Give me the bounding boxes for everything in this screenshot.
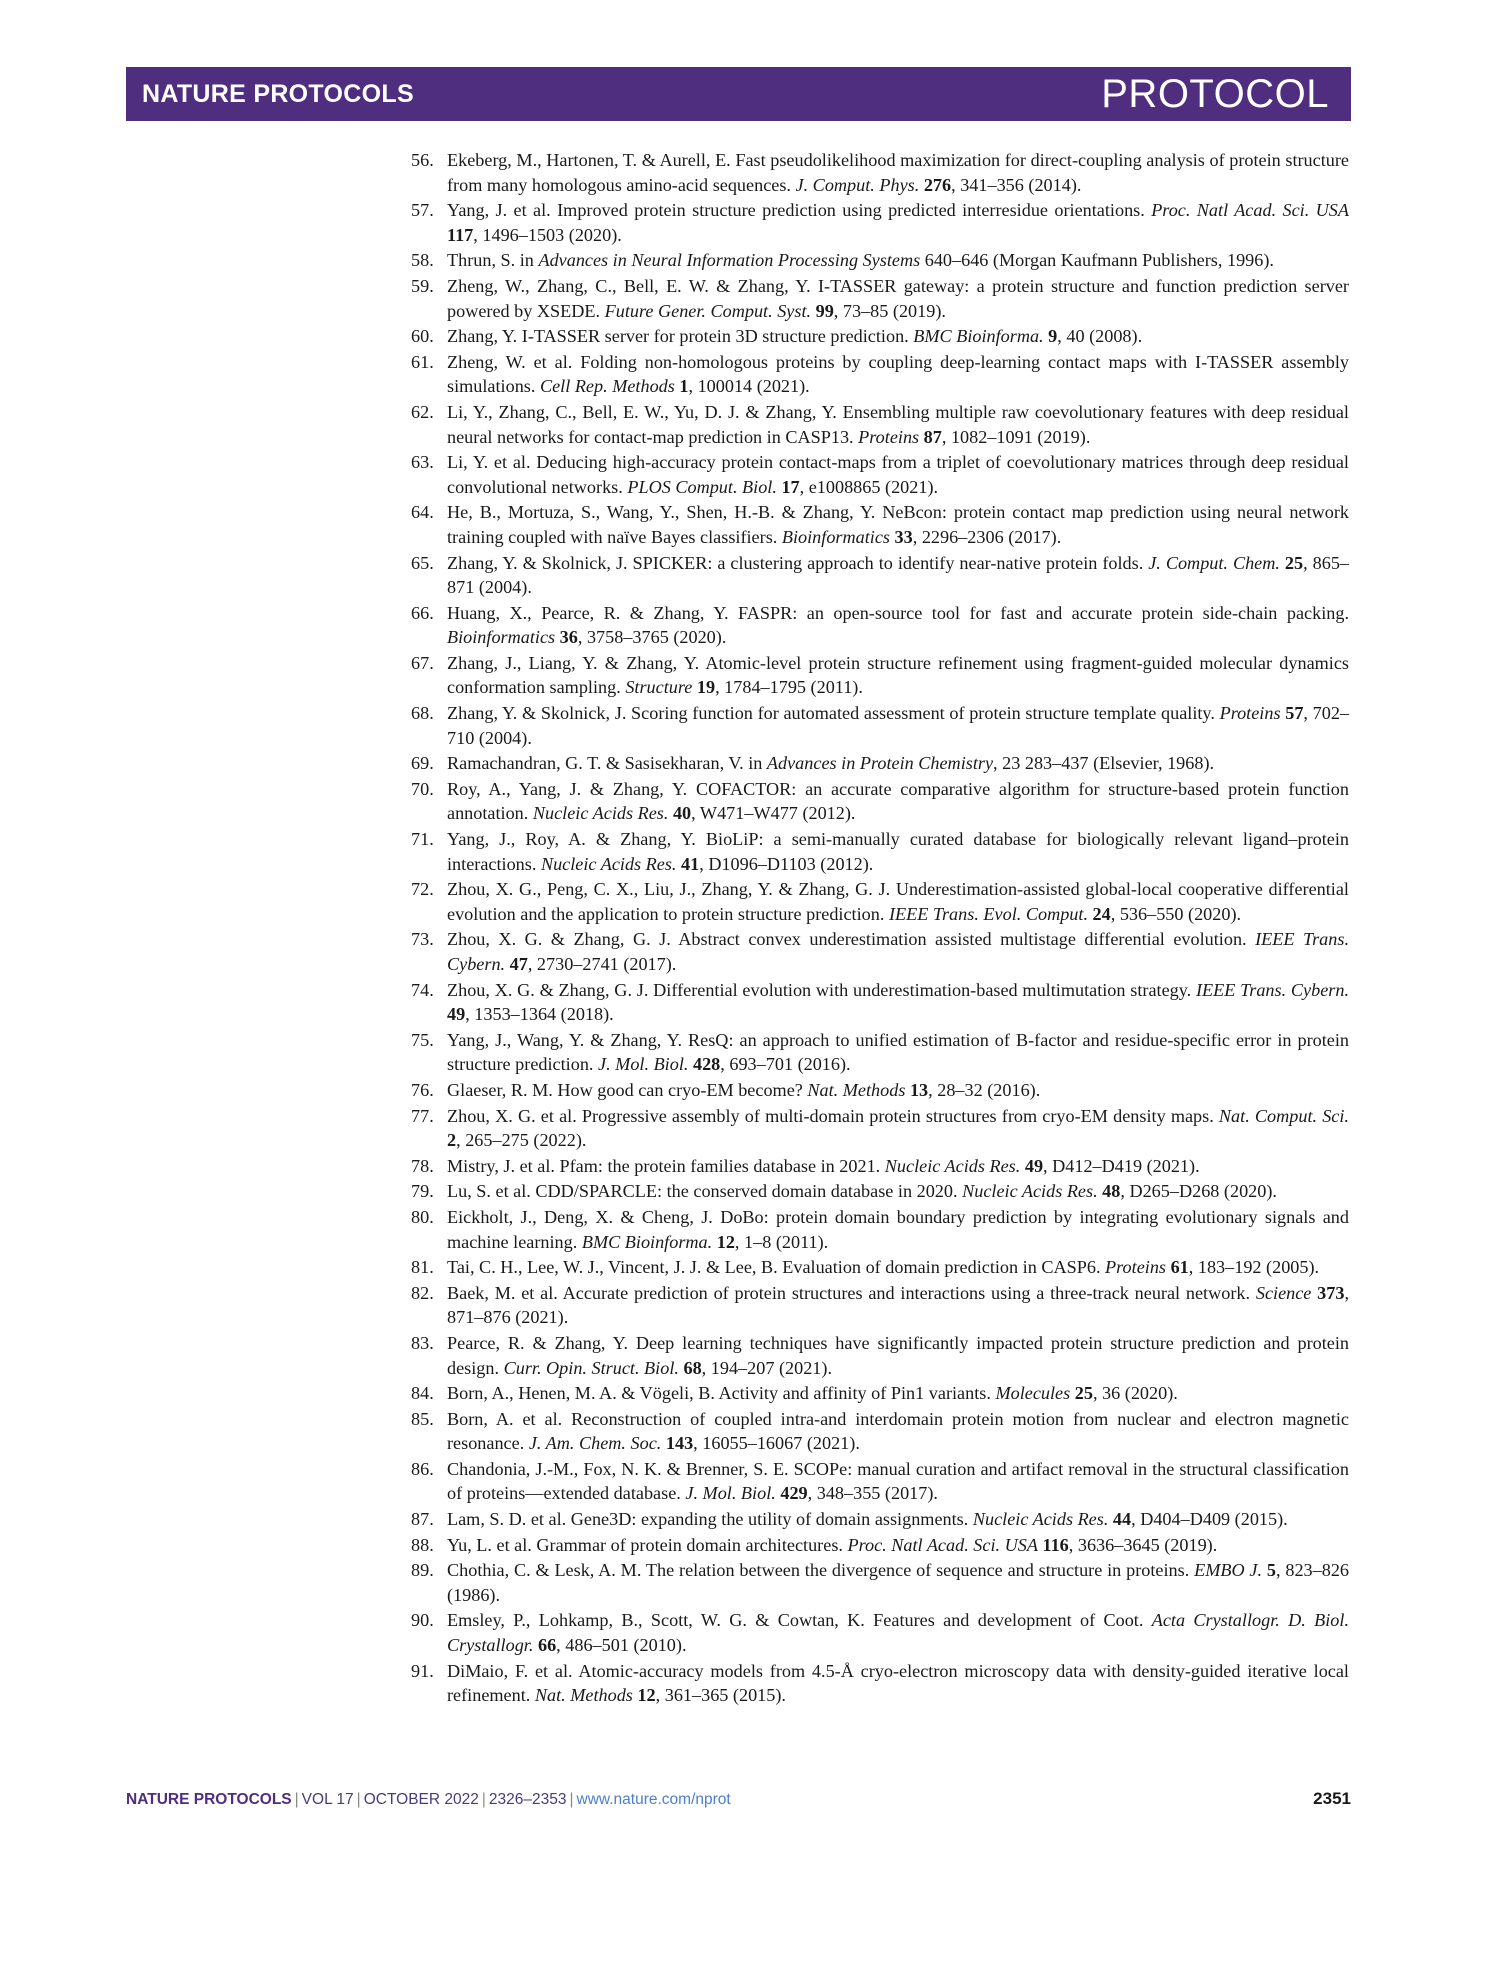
reference-number: 67.	[411, 652, 434, 673]
reference-volume: 429	[780, 1483, 808, 1504]
reference-number: 66.	[411, 602, 434, 623]
reference-volume: 5	[1266, 1560, 1276, 1581]
reference-text: , 23 283–437 (Elsevier, 1968).	[993, 753, 1215, 774]
reference-item	[411, 1381, 1349, 1406]
journal-name: NATURE PROTOCOLS	[142, 79, 414, 108]
reference-text: Lu, S. et al. CDD/SPARCLE: the conserved domain database in 2020.	[447, 1181, 963, 1202]
footer-volume: VOL 17	[301, 1791, 354, 1808]
reference-text: Lam, S. D. et al. Gene3D: expanding the utility of domain assignments.	[447, 1509, 973, 1530]
reference-journal: Advances in Neural Information Processing Systems	[538, 250, 921, 271]
reference-item	[411, 400, 1349, 449]
reference-journal: J. Mol. Biol.	[685, 1483, 776, 1504]
article-type-label: PROTOCOL	[1101, 71, 1329, 116]
reference-volume: 1	[679, 376, 689, 397]
reference-number: 81.	[411, 1257, 434, 1278]
reference-volume: 44	[1112, 1509, 1132, 1530]
reference-journal: BMC Bioinforma.	[581, 1231, 713, 1252]
reference-volume: 87	[923, 426, 942, 447]
reference-number: 77.	[411, 1105, 434, 1126]
reference-journal: Molecules	[995, 1383, 1071, 1404]
reference-text: , 194–207 (2021).	[701, 1357, 832, 1378]
reference-number: 60.	[411, 326, 434, 347]
reference-volume: 2	[447, 1130, 457, 1151]
reference-volume: 47	[509, 954, 528, 974]
reference-text: , 341–356 (2014).	[951, 174, 1082, 195]
reference-journal: Nucleic Acids Res.	[540, 853, 677, 874]
reference-volume: 68	[683, 1357, 702, 1378]
footer-journal: NATURE PROTOCOLS	[126, 1791, 292, 1808]
reference-volume: 17	[781, 476, 800, 497]
reference-item	[411, 1281, 1349, 1330]
reference-item	[411, 601, 1349, 650]
reference-text: , D265–D268 (2020).	[1120, 1181, 1277, 1202]
reference-item	[411, 1078, 1349, 1103]
reference-text: Emsley, P., Lohkamp, B., Scott, W. G. & Cowtan, K. Features and development of Coot.	[447, 1610, 1152, 1631]
reference-item	[411, 751, 1349, 776]
reference-text: DiMaio, F. et al. Atomic-accuracy models from 4.5-Å cryo-electron microscopy data with density-guided iterative local refinement.	[447, 1660, 1349, 1706]
reference-text: , e1008865 (2021).	[799, 476, 939, 497]
reference-number: 82.	[411, 1282, 434, 1303]
reference-item	[411, 701, 1349, 750]
reference-text: Zhou, X. G., Peng, C. X., Liu, J., Zhang, Y. & Zhang, G. J. Underestimation-assisted global-local cooperative differential evolution and the application to protein structure prediction.	[447, 879, 1349, 924]
reference-number: 65.	[411, 552, 434, 573]
reference-volume: 19	[696, 677, 716, 698]
reference-journal: Curr. Opin. Struct. Biol.	[503, 1357, 679, 1378]
reference-number: 74.	[411, 979, 434, 1000]
reference-text: Born, A., Henen, M. A. & Vögeli, B. Activity and affinity of Pin1 variants.	[447, 1383, 996, 1404]
reference-text: Zhang, J., Liang, Y. & Zhang, Y. Atomic-level protein structure refinement using fragment-guided molecular dynamics conformation sampling.	[447, 652, 1349, 698]
reference-volume: 36	[559, 627, 578, 648]
reference-number: 80.	[411, 1206, 434, 1227]
reference-item	[411, 1407, 1349, 1456]
reference-text: Zhang, Y. & Skolnick, J. Scoring function for automated assessment of protein structure template quality.	[447, 703, 1220, 724]
reference-text: , 265–275 (2022).	[456, 1130, 587, 1151]
reference-journal: Cell Rep. Methods	[539, 376, 675, 397]
reference-volume: 49	[1024, 1155, 1044, 1176]
reference-text: , 100014 (2021).	[688, 376, 810, 397]
reference-journal: Advances in Protein Chemistry	[766, 753, 994, 774]
reference-text: Zhang, Y. I-TASSER server for protein 3D structure prediction.	[447, 326, 914, 347]
reference-journal: Bioinformatics	[447, 627, 556, 648]
reference-text: , W471–W477 (2012).	[691, 803, 856, 824]
reference-journal: Proc. Natl Acad. Sci. USA	[847, 1534, 1038, 1555]
reference-number: 61.	[411, 351, 434, 372]
reference-item	[411, 1659, 1349, 1708]
reference-item	[411, 978, 1349, 1027]
reference-journal: J. Am. Chem. Soc.	[528, 1433, 662, 1454]
reference-text: Li, Y. et al. Deducing high-accuracy protein contact-maps from a triplet of coevolutionary matrices through deep residual convolutional networks.	[447, 452, 1349, 497]
reference-volume: 12	[716, 1231, 735, 1252]
reference-journal: IEEE Trans. Cybern.	[447, 929, 1349, 974]
reference-number: 83.	[411, 1332, 434, 1353]
reference-journal: Structure	[625, 677, 693, 698]
reference-volume: 117	[447, 224, 474, 245]
reference-volume: 116	[1042, 1534, 1069, 1555]
reference-item	[411, 877, 1349, 926]
reference-volume: 13	[909, 1079, 929, 1100]
reference-volume: 276	[923, 174, 952, 195]
reference-journal: BMC Bioinforma.	[913, 326, 1044, 347]
reference-journal: IEEE Trans. Evol. Comput.	[888, 903, 1088, 924]
reference-number: 70.	[411, 778, 434, 799]
reference-number: 68.	[411, 703, 434, 724]
reference-number: 56.	[411, 150, 434, 170]
reference-item	[411, 1255, 1349, 1280]
reference-text: , D1096–D1103 (2012).	[699, 853, 874, 874]
reference-number: 73.	[411, 929, 434, 950]
reference-number: 86.	[411, 1458, 434, 1479]
reference-text: , 865–871 (2004).	[447, 552, 1350, 598]
reference-journal: Nat. Methods	[807, 1079, 906, 1100]
reference-journal: Nat. Methods	[534, 1685, 633, 1706]
reference-text: , 40 (2008).	[1057, 326, 1143, 347]
reference-volume: 41	[681, 853, 700, 874]
reference-text: , 73–85 (2019).	[833, 300, 946, 321]
reference-text: , 823–826 (1986).	[447, 1560, 1350, 1605]
reference-text: Baek, M. et al. Accurate prediction of protein structures and interactions using a three-track neural network.	[447, 1282, 1256, 1303]
reference-journal: Nat. Comput. Sci.	[1218, 1105, 1349, 1126]
reference-text: , 361–365 (2015).	[655, 1685, 786, 1706]
reference-item	[411, 248, 1349, 273]
reference-item	[411, 1608, 1349, 1657]
reference-item	[411, 450, 1349, 499]
reference-text: , 16055–16067 (2021).	[693, 1433, 860, 1454]
reference-volume: 9	[1048, 326, 1058, 347]
reference-text: Huang, X., Pearce, R. & Zhang, Y. FASPR: an open-source tool for fast and accurate protein side-chain packing.	[447, 602, 1349, 623]
reference-volume: 428	[692, 1054, 721, 1075]
reference-journal: Future Gener. Comput. Syst.	[604, 300, 812, 321]
reference-journal: Science	[1255, 1282, 1312, 1303]
reference-item	[411, 1457, 1349, 1506]
reference-text: Chothia, C. & Lesk, A. M. The relation between the divergence of sequence and structure in proteins.	[447, 1560, 1195, 1581]
reference-text: , 1496–1503 (2020).	[473, 224, 622, 245]
reference-journal: PLOS Comput. Biol.	[627, 476, 777, 497]
reference-volume: 99	[815, 300, 834, 321]
reference-item	[411, 551, 1349, 600]
reference-text: Yang, J., Roy, A. & Zhang, Y. BioLiP: a semi-manually curated database for biologically relevant ligand–protein interactions.	[447, 829, 1349, 874]
reference-journal: Bioinformatics	[781, 526, 890, 547]
reference-volume: 66	[537, 1635, 557, 1656]
page-footer	[126, 1789, 1351, 1809]
reference-text: Li, Y., Zhang, C., Bell, E. W., Yu, D. J. & Zhang, Y. Ensembling multiple raw coevolutionary features with deep residual neural networks for contact-map prediction in CASP13.	[447, 401, 1349, 447]
reference-number: 89.	[411, 1560, 434, 1581]
reference-text: , 2296–2306 (2017).	[912, 526, 1062, 547]
reference-number: 71.	[411, 829, 434, 850]
reference-journal: Nucleic Acids Res.	[532, 803, 669, 824]
reference-item	[411, 827, 1349, 876]
reference-journal: J. Comput. Chem.	[1148, 552, 1280, 573]
reference-volume: 12	[637, 1685, 656, 1706]
reference-number: 69.	[411, 753, 434, 774]
reference-item	[411, 1028, 1349, 1077]
reference-text: 640–646 (Morgan Kaufmann Publishers, 1996).	[920, 250, 1274, 271]
reference-text: , 348–355 (2017).	[807, 1483, 938, 1504]
reference-text: Chandonia, J.-M., Fox, N. K. & Brenner, S. E. SCOPe: manual curation and artifact removal in the structural classification of proteins—extended database.	[447, 1458, 1349, 1504]
reference-text: He, B., Mortuza, S., Wang, Y., Shen, H.-B. & Zhang, Y. NeBcon: protein contact map prediction using neural network training coupled with naïve Bayes classifiers.	[447, 502, 1349, 547]
reference-text: , D412–D419 (2021).	[1043, 1155, 1200, 1176]
reference-text: Ekeberg, M., Hartonen, T. & Aurell, E. Fast pseudolikelihood maximization for direct-coupling analysis of protein structure from many homologous amino-acid sequences.	[447, 150, 1349, 195]
reference-list	[411, 148, 1349, 1709]
reference-item	[411, 1533, 1349, 1558]
reference-item	[411, 350, 1349, 399]
reference-item	[411, 1104, 1349, 1153]
reference-number: 85.	[411, 1408, 434, 1429]
reference-text: Pearce, R. & Zhang, Y. Deep learning techniques have significantly impacted protein structure prediction and protein design.	[447, 1332, 1349, 1378]
reference-text: Born, A. et al. Reconstruction of coupled intra-and interdomain protein motion from nuclear and electron magnetic resonance.	[447, 1408, 1349, 1454]
reference-number: 91.	[411, 1660, 434, 1681]
reference-journal: Proteins	[1219, 703, 1281, 724]
reference-item	[411, 198, 1349, 247]
reference-number: 88.	[411, 1534, 434, 1555]
reference-item	[411, 274, 1349, 323]
reference-item	[411, 777, 1349, 826]
reference-item	[411, 1558, 1349, 1607]
reference-item	[411, 1179, 1349, 1204]
reference-volume: 143	[665, 1433, 694, 1454]
reference-journal: Acta Crystallogr. D. Biol. Crystallogr.	[447, 1610, 1350, 1656]
reference-number: 84.	[411, 1383, 434, 1404]
reference-journal: Nucleic Acids Res.	[962, 1181, 1098, 1202]
reference-volume: 25	[1074, 1383, 1093, 1404]
reference-item	[411, 1154, 1349, 1179]
reference-text: Zhou, X. G. & Zhang, G. J. Abstract convex underestimation assisted multistage differential evolution.	[447, 929, 1256, 950]
reference-number: 79.	[411, 1181, 434, 1202]
reference-text: , 1082–1091 (2019).	[941, 426, 1091, 447]
reference-text: , 871–876 (2021).	[447, 1282, 1349, 1328]
reference-journal: J. Mol. Biol.	[598, 1054, 689, 1075]
reference-item	[411, 148, 1349, 197]
reference-item	[411, 1331, 1349, 1380]
reference-number: 87.	[411, 1509, 434, 1530]
reference-journal: Proteins	[1105, 1257, 1167, 1278]
reference-journal: Proc. Natl Acad. Sci. USA	[1151, 200, 1350, 221]
reference-text: Zhang, Y. & Skolnick, J. SPICKER: a clustering approach to identify near-native protein folds.	[447, 552, 1149, 573]
reference-text: , 28–32 (2016).	[928, 1079, 1041, 1100]
reference-number: 64.	[411, 502, 434, 523]
reference-text: Roy, A., Yang, J. & Zhang, Y. COFACTOR: an accurate comparative algorithm for structure-based protein function annotation.	[447, 778, 1349, 824]
reference-text: Ramachandran, G. T. & Sasisekharan, V. in	[447, 753, 767, 774]
reference-volume: 57	[1285, 703, 1304, 724]
reference-text: , 693–701 (2016).	[720, 1054, 851, 1075]
reference-text: , 183–192 (2005).	[1188, 1257, 1320, 1278]
reference-number: 75.	[411, 1029, 434, 1050]
reference-number: 58.	[411, 250, 434, 271]
reference-text: Zheng, W. et al. Folding non-homologous proteins by coupling deep-learning contact maps with I-TASSER assembly simulations.	[447, 351, 1349, 397]
reference-item	[411, 1205, 1349, 1254]
reference-item	[411, 500, 1349, 549]
reference-journal: Proteins	[858, 426, 920, 447]
footer-issue-date: OCTOBER 2022	[363, 1791, 479, 1808]
reference-number: 57.	[411, 200, 434, 221]
reference-text: , 3636–3645 (2019).	[1068, 1534, 1218, 1555]
reference-volume: 373	[1317, 1282, 1345, 1303]
reference-journal: EMBO J.	[1194, 1560, 1263, 1581]
reference-volume: 49	[447, 1004, 466, 1025]
reference-text: Yang, J., Wang, Y. & Zhang, Y. ResQ: an approach to unified estimation of B-factor and residue-specific error in protein structure prediction.	[447, 1029, 1349, 1075]
reference-volume: 25	[1284, 552, 1304, 573]
footer-separator: |	[481, 1791, 486, 1808]
reference-number: 76.	[411, 1079, 434, 1100]
reference-volume: 40	[672, 803, 692, 824]
reference-journal: Nucleic Acids Res.	[972, 1509, 1109, 1530]
footer-citation	[126, 1791, 731, 1809]
reference-text: , D404–D409 (2015).	[1131, 1509, 1288, 1530]
reference-text: , 1–8 (2011).	[734, 1231, 829, 1252]
reference-journal: J. Comput. Phys.	[795, 174, 920, 195]
reference-item	[411, 324, 1349, 349]
reference-volume: 48	[1102, 1181, 1121, 1202]
reference-text: Yu, L. et al. Grammar of protein domain architectures.	[447, 1534, 848, 1555]
reference-volume: 61	[1170, 1257, 1189, 1278]
footer-url-link[interactable]: www.nature.com/nprot	[576, 1791, 731, 1808]
reference-item	[411, 1507, 1349, 1532]
page-number: 2351	[1313, 1789, 1351, 1808]
reference-text: , 536–550 (2020).	[1110, 903, 1242, 924]
reference-text: , 1784–1795 (2011).	[715, 677, 863, 698]
footer-separator: |	[294, 1791, 299, 1808]
reference-item	[411, 651, 1349, 700]
reference-number: 63.	[411, 452, 434, 473]
reference-text: Mistry, J. et al. Pfam: the protein families database in 2021.	[447, 1155, 885, 1176]
reference-number: 78.	[411, 1155, 434, 1176]
reference-text: Tai, C. H., Lee, W. J., Vincent, J. J. & Lee, B. Evaluation of domain prediction in CASP6.	[447, 1257, 1106, 1278]
reference-number: 62.	[411, 401, 434, 422]
reference-text: , 36 (2020).	[1092, 1383, 1178, 1404]
footer-separator: |	[569, 1791, 574, 1808]
reference-text: Zheng, W., Zhang, C., Bell, E. W. & Zhang, Y. I-TASSER gateway: a protein structure and function prediction server powered by XSEDE.	[447, 275, 1349, 321]
running-header	[126, 67, 1351, 121]
reference-text: Zhou, X. G. & Zhang, G. J. Differential evolution with underestimation-based multimutation strategy.	[447, 979, 1196, 1000]
reference-number: 59.	[411, 275, 434, 296]
reference-journal: Nucleic Acids Res.	[884, 1155, 1021, 1176]
reference-text: Zhou, X. G. et al. Progressive assembly of multi-domain protein structures from cryo-EM density maps.	[447, 1105, 1219, 1126]
footer-pages: 2326–2353	[488, 1791, 567, 1808]
reference-number: 90.	[411, 1610, 434, 1631]
reference-text: , 486–501 (2010).	[556, 1635, 687, 1656]
reference-text: Glaeser, R. M. How good can cryo-EM become?	[447, 1079, 808, 1100]
reference-text: , 1353–1364 (2018).	[465, 1004, 614, 1025]
reference-text: Eickholt, J., Deng, X. & Cheng, J. DoBo: protein domain boundary prediction by integrating evolutionary signals and machine learning.	[447, 1206, 1349, 1252]
reference-text: Thrun, S. in	[447, 250, 539, 271]
reference-volume: 24	[1092, 903, 1111, 924]
reference-text: , 2730–2741 (2017).	[527, 954, 677, 974]
reference-text: Yang, J. et al. Improved protein structure prediction using predicted interresidue orientations.	[447, 200, 1152, 221]
reference-volume: 33	[894, 526, 913, 547]
reference-number: 72.	[411, 879, 434, 900]
reference-text: , 702–710 (2004).	[447, 703, 1350, 748]
reference-journal: IEEE Trans. Cybern.	[1195, 979, 1349, 1000]
reference-item	[411, 927, 1349, 976]
reference-text: , 3758–3765 (2020).	[577, 627, 727, 648]
footer-separator: |	[356, 1791, 361, 1808]
